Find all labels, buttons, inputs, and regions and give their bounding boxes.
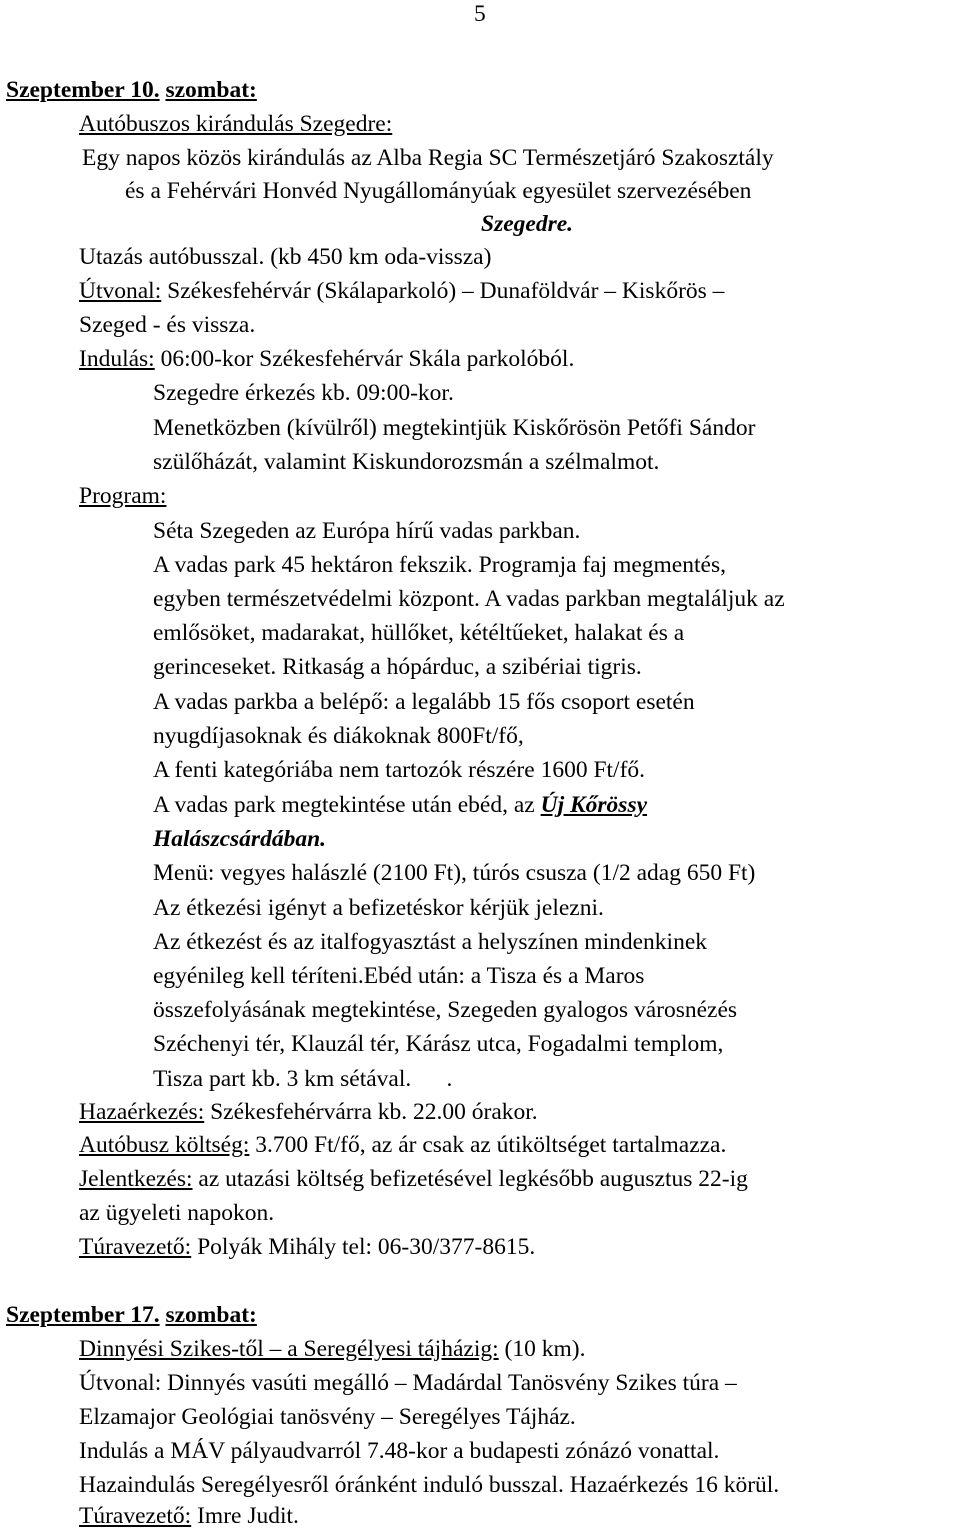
apply-label: Jelentkezés: (79, 1166, 193, 1192)
enroute-line: szülőházát, valamint Kiskundorozsmán a szélmalmot. (153, 449, 660, 475)
program-line: Menü: vegyes halászlé (2100 Ft), túrós csusza (1/2 adag 650 Ft) (153, 860, 756, 886)
guide-line: Túravezető: Polyák Mihály tel: 06-30/377-8615. (79, 1234, 536, 1260)
program-line: nyugdíjasoknak és diákoknak 800Ft/fő, (153, 723, 524, 749)
program-line: Séta Szegeden az Európa hírű vadas parkban. (153, 518, 581, 544)
section-heading (6, 76, 257, 104)
section-heading (6, 1301, 257, 1329)
restaurant-name: Új Kőrössy (540, 792, 648, 818)
program-line: egyben természetvédelmi központ. A vadas parkban megtaláljuk az (153, 586, 785, 612)
enroute-line: Menetközben (kívülről) megtekintjük Kiskőrösön Petőfi Sándor (153, 415, 756, 441)
departure-line: Indulás a MÁV pályaudvarról 7.48-kor a budapesti zónázó vonattal. (79, 1438, 720, 1464)
program-line: összefolyásának megtekintése, Szegeden gyalogos városnézés (153, 997, 738, 1023)
program-line: Tisza part kb. 3 km sétával. . (153, 1066, 453, 1092)
route-line: Szeged - és vissza. (79, 312, 256, 338)
cost-line: Autóbusz költség: 3.700 Ft/fő, az ár csak az útiköltséget tartalmazza. (79, 1132, 727, 1158)
guide-label: Túravezető: (79, 1503, 192, 1529)
trip-title: Dinnyési Szikes-től – a Seregélyesi tájházig: (10 km). (79, 1336, 586, 1362)
program-line: A vadas parkba a belépő: a legalább 15 fős csoport esetén (153, 689, 695, 715)
program-line: Az étkezést és az italfogyasztást a helyszínen mindenkinek (153, 929, 707, 955)
return-line: Hazaérkezés: Székesfehérvárra kb. 22.00 órakor. (79, 1099, 538, 1125)
travel-info: Utazás autóbusszal. (kb 450 km oda-vissza) (79, 244, 492, 270)
route-line: Útvonal: Dinnyés vasúti megálló – Madárdal Tanösvény Szikes túra – (79, 1370, 737, 1396)
program-line: egyénileg kell téríteni.Ebéd után: a Tisza és a Maros (153, 963, 645, 989)
program-label: Program: (79, 483, 167, 509)
departure-line: Indulás: 06:00-kor Székesfehérvár Skála parkolóból. (79, 346, 575, 372)
guide-label: Túravezető: (79, 1234, 192, 1260)
trip-description-line: Egy napos közös kirándulás az Alba Regia SC Természetjáró Szakosztály (82, 145, 774, 171)
route-line: Útvonal: Székesfehérvár (Skálaparkoló) – Dunaföldvár – Kiskőrös – (79, 278, 725, 304)
program-line: A fenti kategóriába nem tartozók részére 1600 Ft/fő. (153, 757, 646, 783)
trip-title: Autóbuszos kirándulás Szegedre: (79, 111, 393, 137)
heading-date: Szeptember 17. (6, 1302, 160, 1328)
apply-line: az ügyeleti napokon. (79, 1200, 275, 1226)
route-line: Elzamajor Geológiai tanösvény – Seregélyes Tájház. (79, 1404, 576, 1430)
heading-date: Szeptember 10. (6, 77, 160, 103)
return-line: Hazaindulás Seregélyesről óránként induló busszal. Hazaérkezés 16 körül. (79, 1472, 780, 1498)
heading-day: szombat: (165, 77, 257, 103)
program-line: Széchenyi tér, Klauzál tér, Kárász utca, Fogadalmi templom, (153, 1031, 724, 1057)
route-label: Útvonal: (79, 278, 162, 304)
program-line: A vadas park 45 hektáron fekszik. Programja faj megmentés, (153, 552, 726, 578)
guide-line: Túravezető: Imre Judit. (79, 1503, 299, 1529)
arrival-line: Szegedre érkezés kb. 09:00-kor. (153, 380, 454, 406)
departure-label: Indulás: (79, 346, 155, 372)
restaurant-name: Halászcsárdában. (153, 826, 327, 852)
cost-label: Autóbusz költség: (79, 1132, 250, 1158)
program-line: gerinceseket. Ritkaság a hópárduc, a szibériai tigris. (153, 654, 642, 680)
program-line: emlősöket, madarakat, hüllőket, kétéltűeket, halakat és a (153, 620, 685, 646)
return-label: Hazaérkezés: (79, 1099, 205, 1125)
trip-description-line: és a Fehérvári Honvéd Nyugállományúak egyesület szervezésében (125, 178, 752, 204)
page-number: 5 (474, 1, 486, 27)
program-line: A vadas park megtekintése után ebéd, az Új Kőrössy (153, 792, 648, 818)
apply-line: Jelentkezés: az utazási költség befizetésével legkésőbb augusztus 22-ig (79, 1166, 748, 1192)
trip-destination: Szegedre. (481, 211, 574, 237)
program-line: Az étkezési igényt a befizetéskor kérjük jelezni. (153, 895, 604, 921)
heading-day: szombat: (165, 1302, 257, 1328)
